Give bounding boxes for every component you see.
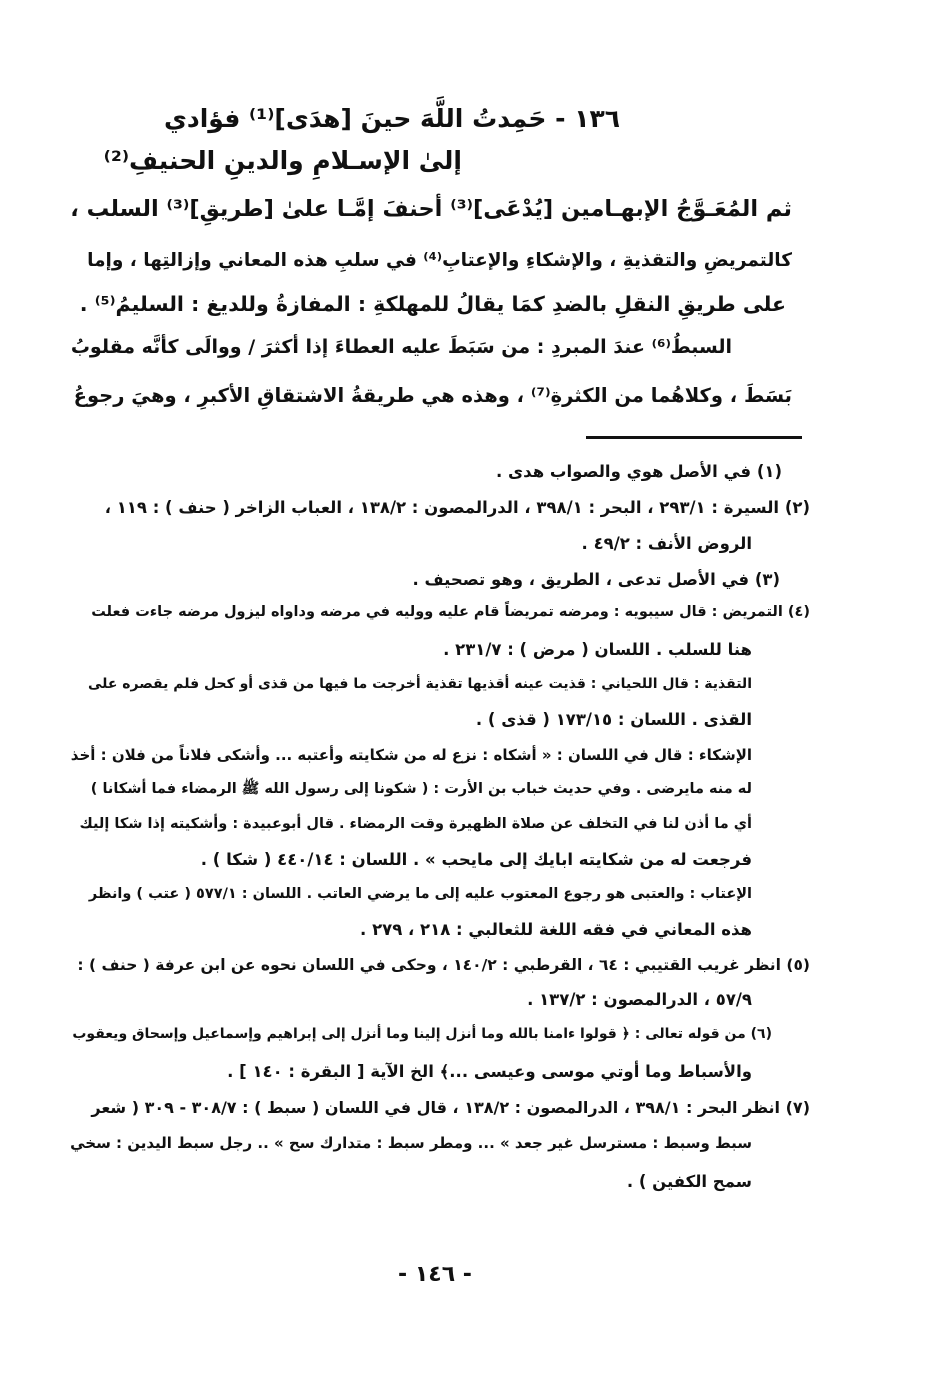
footnote-line: أي ما أذن لنا في التخلف عن صلاة الظهيرة وقت الرمضاء . قال أبوعبيدة : وأشكيته إذا شكا إليك [79,816,752,832]
footnote-line: والأسباط وما أوتي موسى وعيسى ...﴾ الخ الآية [ البقرة : ١٤٠ ] . [227,1062,752,1081]
footnote-separator [586,436,802,439]
body-line: ثم المُعَـوَّجُ الإبهـامين [يُدْعَى]⁽³⁾ أحنفَ إمَّـا علىٰ [طريقِ]⁽³⁾ السلب ، [70,196,792,222]
footnote-line: له منه مايرضى . وفي حديث خباب بن الأرت : ( شكونا إلى رسول الله ﷺ الرمضاء فما أشكانا ) [90,781,752,797]
footnote-line: (٦) من قوله تعالى : ﴿ قولوا ءامنا بالله وما أنزل إلينا وما أنزل إلى إبراهيم وإسماعيل وإسحاق ويعقوب [72,1026,772,1042]
footnote-line: (٥) انظر غريب القتيبي : ٦٤ ، القرطبي : ١٤٠/٢ ، وحكى في اللسان نحوه عن ابن عرفة ( حنف ) : [77,956,810,974]
footnote-line: (١) في الأصل هوي والصواب هدى . [496,462,782,481]
footnote-line: (٤) التمريض : قال سيبويه : ومرضه تمريضاً قام عليه ووليه في مرضه وداواه ليزول مرضه جاءت فعلت [91,604,810,620]
verse-line: ١٣٦ - حَمِدتُ اللَّهَ حينَ [هدَى]⁽¹⁾ فؤادي [163,104,620,133]
footnote-line: ٥٧/٩ ، الدرالمصون : ١٣٧/٢ . [527,990,752,1009]
verse-line: إلىٰ الإسـلامِ والدينِ الحنيفِ⁽²⁾ [103,146,462,175]
page-number: - ١٤٦ - [398,1262,472,1287]
footnote-line: هذه المعاني في فقه اللغة للثعالبي : ٢١٨ ، ٢٧٩ . [360,920,752,939]
body-line: بَسَطَ ، وكلاهُما من الكثرةِ⁽⁷⁾ ، وهذه هي طريقةُ الاشتقاقِ الأكبرِ ، وهيَ رجوعُ [73,384,792,407]
footnote-line: الإعتاب : والعتبى هو رجوع المعتوب عليه إلى ما يرضي العاتب . اللسان : ٥٧٧/١ ( عتب ) وانظر [88,886,752,902]
body-line: على طريقِ النقلِ بالضدِ كمَا يقالُ للمهلكةِ : المفازةُ وللديغ : السليمُ⁽⁵⁾ . [79,292,786,316]
footnote-line: هنا للسلب . اللسان ( مرض ) : ٢٣١/٧ . [443,640,752,659]
footnote-line: (٧) انظر البحر : ٣٩٨/١ ، الدرالمصون : ١٣٨/٢ ، قال في اللسان ( سبط ) : ٣٠٨/٧ - ٣٠٩ ( شعر [91,1098,810,1117]
footnote-line: الإشكاء : قال في اللسان : « أشكاه : نزع له من شكايته وأعتبه ... وأشكى فلاناً من فلان : أخذ [70,746,752,764]
body-line: السبطُ⁽⁶⁾ عندَ المبردِ : من سَبَطَ عليه العطاءَ إذا أكثرَ / ووالَى كأنَّه مقلوبُ [70,336,732,358]
footnote-line: (٢) السيرة : ٢٩٣/١ ، البحر : ٣٩٨/١ ، الدرالمصون : ١٣٨/٢ ، العباب الزاخر ( حنف ) : ١١٩ ، [104,498,810,517]
footnote-line: سبط وسبط : مسترسل غير جعد » ... ومطر سبط : متدارك سح » .. رجل سبط اليدين : سخي [70,1134,752,1152]
body-line: كالتمريضِ والتقذيةِ ، والإشكاءِ والإعتابِ⁽⁴⁾ في سلبِ هذه المعاني وإزالتِها ، وإما [87,250,792,271]
footnote-line: الروض الأنف : ٤٩/٢ . [581,534,752,553]
footnote-line: القذى . اللسان : ١٧٣/١٥ ( قذى ) . [475,710,752,729]
footnote-line: سمح الكفين ) . [626,1172,752,1191]
footnote-line: (٣) في الأصل تدعى ، الطريق ، وهو تصحيف . [412,570,780,589]
footnote-line: فرجعت له من شكايته ابايك إلى مايحب » . اللسان : ٤٤٠/١٤ ( شكا ) . [200,850,752,869]
footnote-line: التقذية : قال اللحياني : قذيت عينه أقذيها تقذية أخرجت ما فيها من قذى أو كحل فلم يقصره على [87,676,752,692]
